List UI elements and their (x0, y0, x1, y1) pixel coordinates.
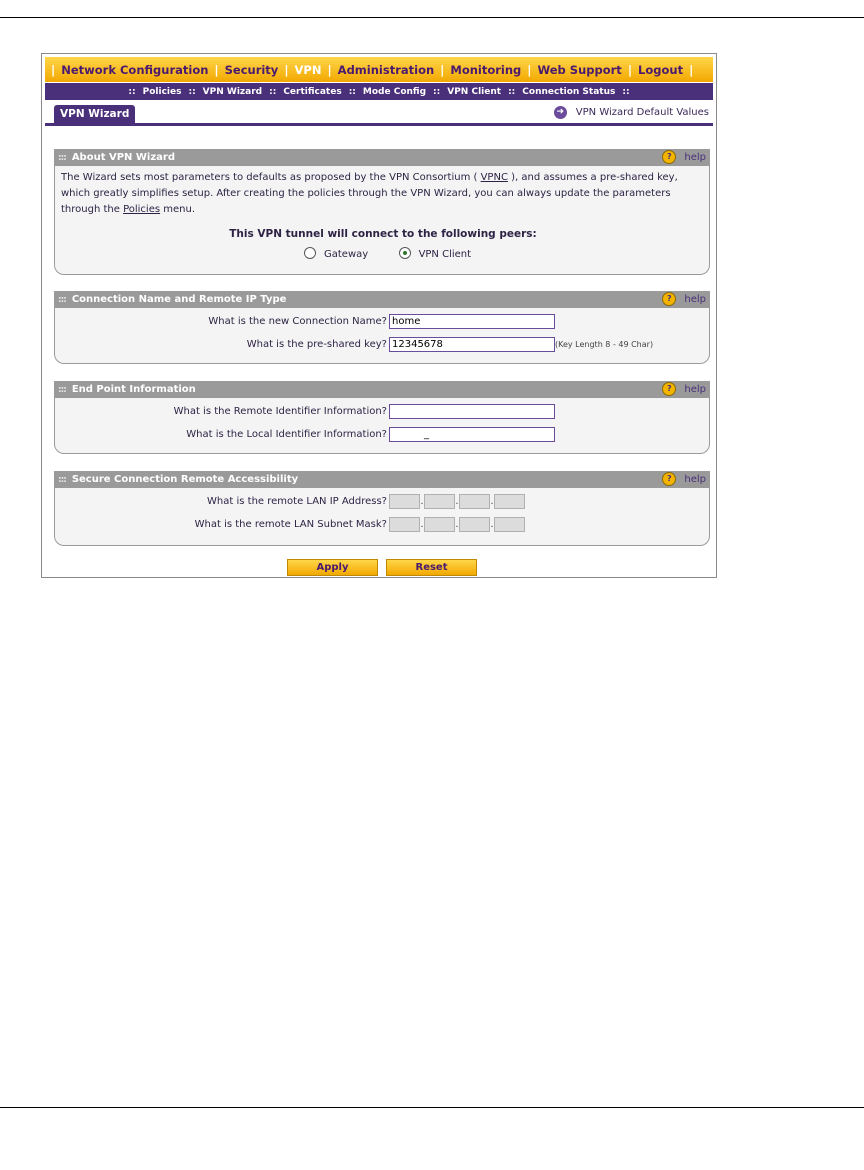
mask-octet-3[interactable] (459, 517, 490, 532)
grip-icon: ::: (58, 474, 66, 485)
gateway-radio[interactable] (304, 247, 316, 259)
access-title: Secure Connection Remote Accessibility (71, 474, 299, 485)
defaults-link-label: VPN Wizard Default Values (575, 107, 709, 118)
help-icon: ? (662, 292, 676, 306)
about-header (54, 149, 710, 166)
connection-header (54, 291, 710, 308)
grip-icon: ::: (58, 294, 66, 305)
mask-octet-4[interactable] (494, 517, 525, 532)
vpnc-link[interactable]: VPNC (480, 172, 508, 183)
connection-section (54, 291, 710, 364)
preshared-key-row (55, 337, 711, 353)
page-bottom-rule (0, 1107, 864, 1108)
top-nav: | Network Configuration | Security | VPN | Administration | Monitoring | Web Support | Logout | (45, 57, 713, 82)
remote-lan-ip-input: . . . (389, 494, 525, 509)
sub-nav: :: Policies :: VPN Wizard :: Certificates :: Mode Config :: VPN Client :: Connection Status :: (45, 83, 713, 100)
nav-logout[interactable]: Logout (638, 62, 684, 77)
remote-identifier-input[interactable] (389, 404, 555, 419)
remote-lan-mask-label: What is the remote LAN Subnet Mask? (194, 519, 387, 530)
preshared-key-label: What is the pre-shared key? (246, 339, 387, 350)
mask-octet-2[interactable] (424, 517, 455, 532)
about-help-link[interactable] (662, 150, 706, 164)
connection-name-input[interactable]: home (389, 314, 555, 329)
access-help-link[interactable] (662, 472, 706, 486)
nav-vpn[interactable]: VPN (294, 62, 322, 77)
peer-options (304, 247, 471, 260)
about-title: About VPN Wizard (71, 152, 175, 163)
tab-vpn-wizard[interactable]: VPN Wizard (54, 105, 135, 123)
access-body (54, 488, 710, 546)
arrow-right-icon: ➜ (554, 106, 567, 119)
remote-lan-mask-input: . . . (389, 517, 525, 532)
endpoint-body (54, 398, 710, 454)
key-length-note: (Key Length 8 - 49 Char) (555, 340, 654, 349)
help-label: help (684, 473, 706, 485)
local-identifier-input[interactable]: _ (389, 427, 555, 442)
vpn-client-radio[interactable] (399, 247, 411, 259)
subnav-vpn-wizard[interactable]: VPN Wizard (202, 86, 263, 97)
connection-body (54, 308, 710, 364)
policies-link[interactable]: Policies (123, 204, 161, 215)
nav-network-configuration[interactable]: Network Configuration (61, 62, 209, 77)
help-icon: ? (662, 150, 676, 164)
access-section (54, 471, 710, 546)
endpoint-header (54, 381, 710, 398)
about-body (54, 166, 710, 275)
remote-lan-ip-label: What is the remote LAN IP Address? (207, 496, 387, 507)
vpn-wizard-defaults-link[interactable] (554, 106, 709, 119)
subnav-connection-status[interactable]: Connection Status (522, 86, 616, 97)
preshared-key-input[interactable]: 12345678 (389, 337, 555, 352)
nav-security[interactable]: Security (224, 62, 279, 77)
help-icon: ? (662, 382, 676, 396)
tab-row (45, 103, 713, 126)
grip-icon: ::: (58, 384, 66, 395)
endpoint-title: End Point Information (71, 384, 196, 395)
mask-octet-1[interactable] (389, 517, 420, 532)
remote-lan-mask-row (55, 517, 711, 533)
connection-name-row (55, 314, 711, 330)
ip-octet-3[interactable] (459, 494, 490, 509)
connection-help-link[interactable] (662, 292, 706, 306)
nav-administration[interactable]: Administration (337, 62, 435, 77)
ip-octet-4[interactable] (494, 494, 525, 509)
subnav-vpn-client[interactable]: VPN Client (447, 86, 502, 97)
nav-monitoring[interactable]: Monitoring (450, 62, 522, 77)
local-identifier-row (55, 427, 711, 443)
connection-title: Connection Name and Remote IP Type (71, 294, 287, 305)
help-label: help (684, 383, 706, 395)
about-section (54, 149, 710, 275)
remote-identifier-label: What is the Remote Identifier Information? (173, 406, 387, 417)
apply-button[interactable]: Apply (287, 559, 378, 576)
reset-button[interactable]: Reset (386, 559, 477, 576)
subnav-mode-config[interactable]: Mode Config (362, 86, 427, 97)
page-top-rule (0, 17, 864, 18)
about-text: The Wizard sets most parameters to defaults as proposed by the VPN Consortium ( VPNC ), and assumes a pre-shared key, which greatly simplifies setup. After creating the policies through the VPN Wizard, you can always update the parameters through the Policies menu. (61, 172, 678, 215)
help-icon: ? (662, 472, 676, 486)
grip-icon: ::: (58, 152, 66, 163)
gateway-label: Gateway (324, 249, 369, 260)
vpn-client-label: VPN Client (418, 249, 472, 260)
nav-web-support[interactable]: Web Support (537, 62, 622, 77)
subnav-certificates[interactable]: Certificates (283, 86, 342, 97)
ip-octet-2[interactable] (424, 494, 455, 509)
subnav-policies[interactable]: Policies (142, 86, 182, 97)
connection-name-label: What is the new Connection Name? (208, 316, 387, 327)
endpoint-help-link[interactable] (662, 382, 706, 396)
vpn-wizard-window (41, 53, 717, 578)
local-identifier-label: What is the Local Identifier Information? (186, 429, 387, 440)
help-label: help (684, 151, 706, 163)
access-header (54, 471, 710, 488)
remote-identifier-row (55, 404, 711, 420)
ip-octet-1[interactable] (389, 494, 420, 509)
help-label: help (684, 293, 706, 305)
remote-lan-ip-row (55, 494, 711, 510)
peers-label: This VPN tunnel will connect to the following peers: (229, 228, 537, 240)
endpoint-section (54, 381, 710, 454)
